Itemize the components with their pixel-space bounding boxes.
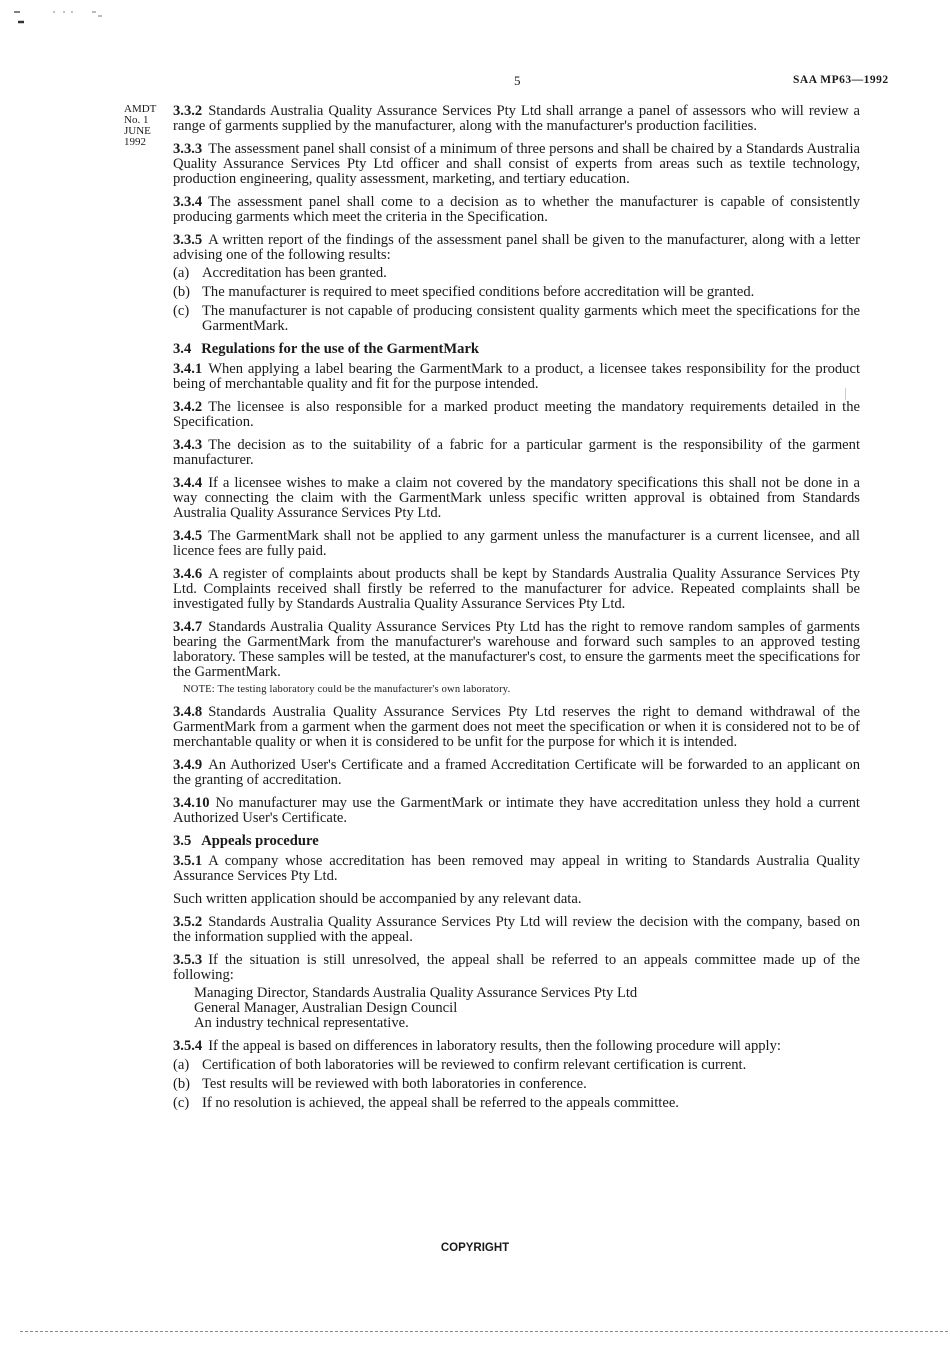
clause-number: 3.5.2	[173, 914, 203, 930]
section-number: 3.5	[173, 833, 192, 849]
list-label: (a)	[173, 265, 190, 281]
clause-text: If the situation is still unresolved, the appeal shall be referred to an appeals committee made up of the following:	[173, 952, 860, 983]
clause-3-5-2	[173, 915, 860, 945]
clause-3-4-5	[173, 529, 860, 559]
list-item	[173, 304, 860, 334]
clause-text: An Authorized User's Certificate and a framed Accreditation Certificate will be forwarded to an applicant on the granting of accreditation.	[173, 757, 860, 788]
bottom-rule	[20, 1331, 948, 1332]
committee-member: An industry technical representative.	[194, 1015, 409, 1031]
list-item	[173, 1058, 860, 1073]
clause-3-4-10	[173, 796, 860, 826]
list-label: (c)	[173, 303, 190, 319]
clause-3-3-3	[173, 142, 860, 187]
clause-number: 3.4.6	[173, 566, 203, 582]
clause-3-4-9	[173, 758, 860, 788]
clause-text: The assessment panel shall consist of a minimum of three persons and shall be chaired by a Standards Australia Quality Assurance Services Pty Ltd officer and shall consist of experts from areas such as textile technology, production engineering, quality assessment, marketing, and tertiary education.	[173, 141, 860, 187]
clause-text: If the appeal is based on differences in laboratory results, then the following procedure will apply:	[208, 1038, 781, 1054]
clause-number: 3.4.1	[173, 361, 203, 377]
amendment-line: No. 1	[124, 114, 149, 126]
clause-number: 3.4.2	[173, 399, 203, 415]
clause-3-5-1	[173, 854, 860, 884]
clause-3-4-1	[173, 362, 860, 392]
clause-3-3-5	[173, 233, 860, 263]
amendment-line: 1992	[124, 136, 146, 148]
list-item	[173, 1096, 860, 1111]
clause-number: 3.4.5	[173, 528, 203, 544]
committee-list	[194, 986, 860, 1031]
clause-3-4-6	[173, 567, 860, 612]
clause-3-5-1-continued: Such written application should be accompanied by any relevant data.	[173, 891, 582, 907]
clause-text: Standards Australia Quality Assurance Services Pty Ltd reserves the right to demand withdrawal of the GarmentMark from a garment when the garment does not meet the specification or when it is considered not to be of merchantable quality or when it is considered to be unfit for the purpose for which it is intended.	[173, 704, 860, 750]
list-item	[173, 285, 860, 300]
document-body	[173, 104, 860, 1115]
list-item	[173, 266, 860, 281]
committee-member: Managing Director, Standards Australia Quality Assurance Services Pty Ltd	[194, 985, 638, 1001]
copyright-footer: COPYRIGHT	[440, 1242, 510, 1254]
clause-text: If a licensee wishes to make a claim not covered by the mandatory specifications this shall not be done in a way connecting the claim with the GarmentMark unless specific written approval is obtained from Standards Australia Quality Assurance Services Pty Ltd.	[173, 475, 860, 521]
list-label: (a)	[173, 1057, 190, 1073]
clause-number: 3.4.8	[173, 704, 203, 720]
clause-3-4-7	[173, 620, 860, 680]
clause-number: 3.3.3	[173, 141, 203, 157]
clause-number: 3.3.2	[173, 103, 203, 119]
clause-text: Standards Australia Quality Assurance Services Pty Ltd will review the decision with the company, based on the information supplied with the appeal.	[173, 914, 860, 945]
list-text: Certification of both laboratories will be reviewed to confirm relevant certification is current.	[202, 1057, 747, 1073]
clause-number: 3.3.5	[173, 232, 203, 248]
clause-3-4-2	[173, 400, 860, 430]
clause-3-4-4	[173, 476, 860, 521]
clause-number: 3.5.3	[173, 952, 203, 968]
section-title: Appeals procedure	[201, 833, 319, 849]
clause-number: 3.4.4	[173, 475, 203, 491]
clause-number: 3.5.1	[173, 853, 203, 869]
clause-3-3-4	[173, 195, 860, 225]
committee-member: General Manager, Australian Design Council	[194, 1000, 458, 1016]
clause-number: 3.5.4	[173, 1038, 203, 1054]
clause-number: 3.3.4	[173, 194, 203, 210]
section-number: 3.4	[173, 341, 192, 357]
clause-text: A written report of the findings of the assessment panel shall be given to the manufacturer, along with a letter advising one of the following results:	[173, 232, 860, 263]
clause-text: Standards Australia Quality Assurance Services Pty Ltd has the right to remove random samples of garments bearing the GarmentMark from the manufacturer's warehouse and forward such samples to an approved testing laboratory. These samples will be tested, at the manufacturer's cost, to ensure the garments meet the specifications for the GarmentMark.	[173, 619, 860, 680]
clause-number: 3.4.3	[173, 437, 203, 453]
clause-3-4-8	[173, 705, 860, 750]
amendment-note	[124, 104, 156, 148]
amendment-line: AMDT	[124, 103, 157, 115]
clause-text: The GarmentMark shall not be applied to any garment unless the manufacturer is a current licensee, and all licence fees are fully paid.	[173, 528, 860, 559]
list-item	[173, 1077, 860, 1092]
section-title: Regulations for the use of the GarmentMark	[201, 341, 480, 357]
list-text: Accreditation has been granted.	[202, 265, 387, 281]
section-heading-3-4	[173, 342, 860, 357]
clause-text: Standards Australia Quality Assurance Services Pty Ltd shall arrange a panel of assessors who will review a range of garments supplied by the manufacturer, along with the manufacturer's production facilities.	[173, 103, 860, 134]
list-text: The manufacturer is not capable of producing consistent quality garments which meet the specifications for the GarmentMark.	[202, 303, 860, 334]
document-id: SAA MP63—1992	[793, 74, 889, 86]
clause-text: The licensee is also responsible for a marked product meeting the mandatory requirements detailed in the Specification.	[173, 399, 860, 430]
list-text: Test results will be reviewed with both laboratories in conference.	[202, 1076, 587, 1092]
list-label: (c)	[173, 1095, 190, 1111]
clause-3-4-3	[173, 438, 860, 468]
clause-3-3-2	[173, 104, 860, 134]
scan-artifact	[12, 8, 122, 28]
clause-text: A company whose accreditation has been removed may appeal in writing to Standards Australia Quality Assurance Services Pty Ltd.	[173, 853, 860, 884]
clause-text: A register of complaints about products shall be kept by Standards Australia Quality Assurance Services Pty Ltd. Complaints received shall firstly be referred to the manufacturer for advice. Repeated complaints shall be investigated fully by Standards Australia Quality Assurance Services Pty Ltd.	[173, 566, 860, 612]
clause-number: 3.4.9	[173, 757, 203, 773]
section-heading-3-5	[173, 834, 860, 849]
amendment-line: JUNE	[124, 125, 151, 137]
clause-3-5-4	[173, 1039, 860, 1054]
note: NOTE: The testing laboratory could be the manufacturer's own laboratory.	[183, 684, 511, 695]
clause-text: The assessment panel shall come to a decision as to whether the manufacturer is capable of consistently producing garments which meet the criteria in the Specification.	[173, 194, 860, 225]
list-label: (b)	[173, 284, 191, 300]
clause-text: The decision as to the suitability of a fabric for a particular garment is the responsibility of the garment manufacturer.	[173, 437, 860, 468]
list-label: (b)	[173, 1076, 191, 1092]
clause-number: 3.4.10	[173, 795, 210, 811]
list-text: The manufacturer is required to meet specified conditions before accreditation will be granted.	[202, 284, 755, 300]
clause-3-5-3	[173, 953, 860, 983]
list-text: If no resolution is achieved, the appeal shall be referred to the appeals committee.	[202, 1095, 679, 1111]
clause-number: 3.4.7	[173, 619, 203, 635]
clause-text: When applying a label bearing the GarmentMark to a product, a licensee takes responsibility for the product being of merchantable quality and fit for the purpose intended.	[173, 361, 860, 392]
clause-text: No manufacturer may use the GarmentMark or intimate they have accreditation unless they hold a current Authorized User's Certificate.	[173, 795, 860, 826]
page-number: 5	[514, 73, 521, 88]
